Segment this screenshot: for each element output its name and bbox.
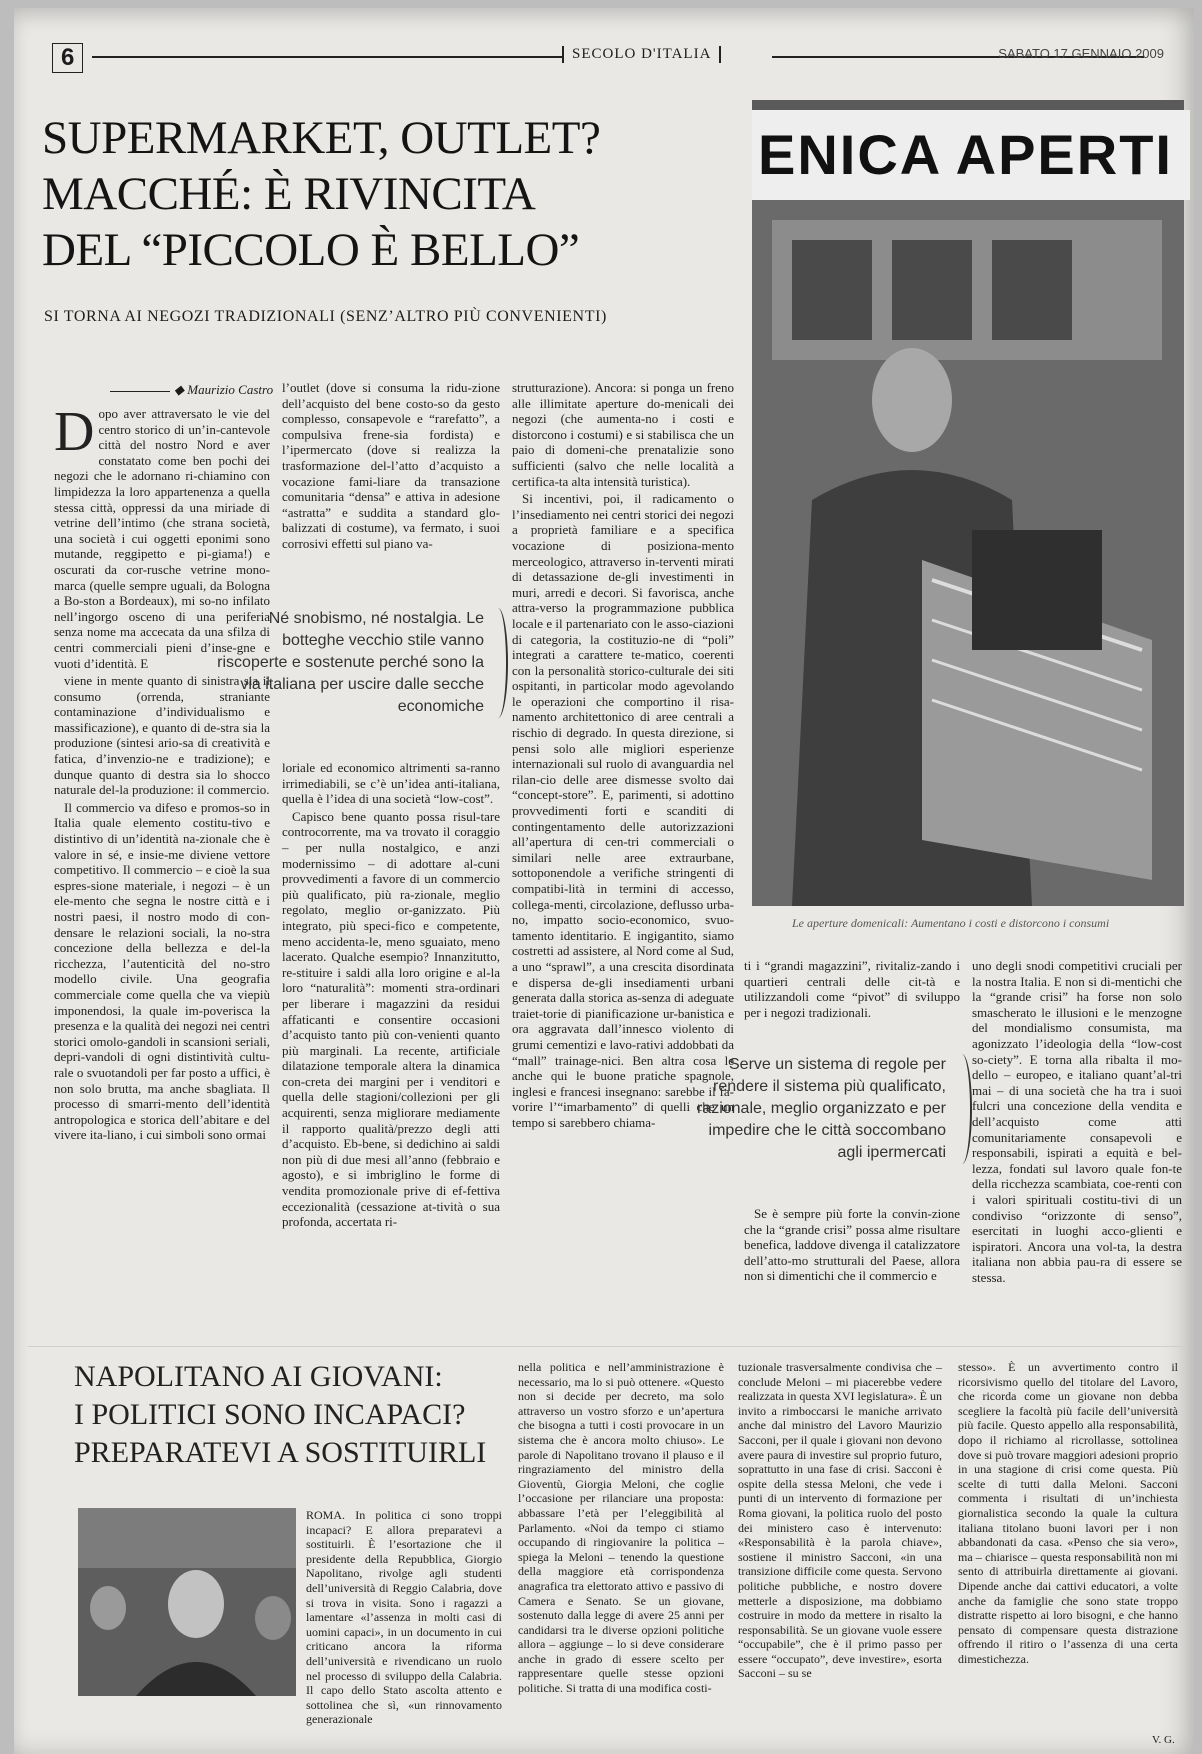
article2-column-4 (958, 1360, 1178, 1730)
col1-paragraph-1: opo aver attraversato le vie del centro storico di un’in-cantevole città del nostro Nord e aver constatato come ben pochi dei negozi che le adornano ri-chiamino con limpidezza la loro appartenenza a quella stessa città, oppressi da una miriade di vetrine dell’intimo (che strana società, una società i cui oggetti eponimi sono mutande, reggipetto e pi-giama!) e oscurati da cor-rusche vetrine mono-marca (quelle sempre uguali, da Bologna a Bo-ston a Bordeaux), mi so-no infilato nell’ingorgo osceno di una periferia senza nome ma accecata da una sfilza di centri commerciali pieni d’inse-gne e vuoti d’identità. E (54, 406, 270, 671)
article-subtitle: SI TORNA AI NEGOZI TRADIZIONALI (SENZ’ALTRO PIÙ CONVENIENTI) (44, 308, 607, 325)
pull-quote-2 (696, 1054, 946, 1164)
photo-caption: Le aperture domenicali: Aumentano i costi e distorcono i consumi (792, 916, 1110, 930)
article-column-2-top (282, 380, 500, 590)
col1-paragraph-3: Il commercio va difeso e promos-so in Italia quale elemento costitu-tivo e distintivo di un’identità na-zionale che è valore in sé, e insie-me diviene vettore competitivo. Il commercio – e cioè la sua espres-sione materiale, i negozi – è un ele-mento che segna le nostre città e i nostri paesi, il nostro modo di con-densare le relazioni sociali, la no-stra concezione della bellezza e del-la ricchezza, l’autenticità del no-stro modello civile. Una geografia commerciale come quella che va viepiù imponendosi, la quale im-poverisca la presenza e la qualità dei negozi nei centri storici omolo-gandoli in scansioni seriali, depri-vandoli di ogni distintività cultu-rale o svuotandoli per far posto a uffici, è non solo brutta, ma anche sbagliata. Il processo di smarri-mento dell’identità antropologica e storica dell’abitare e del vivere ita-liano, i cui simboli sono ormai (54, 799, 270, 1143)
napolitano-photo-illustration (78, 1508, 296, 1696)
article2-column-3 (738, 1360, 942, 1712)
article-column-2-bottom (282, 760, 500, 1302)
pull-quote-1-text: Né snobismo, né nostalgia. Le botteghe vecchio stile vanno riscoperte e sostenute perché sono la via italiana per uscire dalle secche economiche (217, 610, 484, 715)
article2-headline-line-3: PREPARATEVI A SOSTITUIRLI (74, 1436, 487, 1469)
article-byline: ◆ Maurizio Castro (110, 382, 273, 398)
pull-quote-1-bracket (488, 608, 508, 718)
col4-paragraph-2: Se è sempre più forte la convin-zione che la “grande crisi” possa alme risultare benefica, laddove divenga il catalizzatore dell’atto-mo strutturali del Paese, allora non si dimentichi che il commercio e (744, 1206, 960, 1284)
article2-col1-text: ROMA. In politica ci sono troppi incapaci? E allora preparatevi a sostituirli. È l’esortazione che il presidente della Repubblica, Giorgio Napolitano, rivolge agli studenti dell’università di Reggio Calabria, dove si trova in visita. Sono i ragazzi a lamentare «l’assenza in molti casi di uomini capaci», in un documento in cui criticano ancora la riforma dell’università e rivendicano un ruolo nel processo di sviluppo della Calabria. Il capo dello Stato ascolta attento e sottolinea che sì, «un rinnovamento generazionale (306, 1508, 502, 1727)
article2-column-1 (306, 1508, 502, 1727)
col4-paragraph-1: ti i “grandi magazzini”, rivitaliz-zando i quartieri centrali delle cit-tà e utilizzandoli come “pivot” di sviluppo per i negozi tradizionali. (744, 958, 960, 1020)
headline-line-3: DEL “PICCOLO È BELLO” (42, 224, 580, 276)
col3-paragraph-1: strutturazione). Ancora: si ponga un freno alle illimitate aperture do-menicali dei negozi (che aumenta-no i costi e distorcono i costumi) e si stabilisca che un paio di domeni-che prenatalizie sono sufficienti (salvo che nelle località a certifica-ta alta intensità turistica). (512, 380, 734, 489)
article2-headline-line-1: NAPOLITANO AI GIOVANI: (74, 1360, 443, 1393)
headline-line-1: SUPERMARKET, OUTLET? (42, 112, 601, 164)
col1-paragraph-2: viene in mente quanto di sinistra sia il consumo (orrenda, straniante contaminazione d’individualismo e massificazione), e quanto di de-stra sia la produzione (sintesi ario-sa di creatività e fatica, d’invenzio-ne e tradizione); e dunque quanto di destra sia lo shocco naturale del-la produzione: il commercio. (54, 673, 270, 798)
article2-headline-line-2: I POLITICI SONO INCAPACI? (74, 1398, 466, 1431)
col2-paragraph-1: l’outlet (dove si consuma la ridu-zione dell’acquisto del bene costo-so da gesto complesso, consapevole e “rarefatto”, a compulsiva frene-sia fordista) e l’ipermercato (dove si realizza la trasformazione del-l’atto d’acquisto a vocazione fami-liare da transazione comunitaria “densa” e attiva in adesione “astratta” e suddita a standard glo-balizzati di costume), va fermato, i suoi corrosivi effetti sul piano va- (282, 380, 500, 551)
col5-paragraph-1: uno degli snodi competitivi cruciali per la nostra Italia. E non si di-mentichi che la “grande crisi” ha forse non solo smascherato le illusioni e le menzogne del mondialismo consumista, ma agonizzato l’ideologia della “low-cost so-ciety”. E torna alla ribalta il mo-dello – europeo, e italiano quant’al-tri mai – di una società che ha tra i suoi fulcri una concezione della vendita e dell’acquisto come atti comunitariamente consapevoli e responsabili, ispirati a equità e bel-lezza, fondati sul lavoro quale fon-te della ricchezza scambiata, coe-renti con i valori spirituali costitu-tivi di un condiviso “orizzonte di senso”, esercitati in luoghi acco-glienti e ispiratori. Ancora una vol-ta, la destra italiana non abbia pau-ra di essere se stessa. (972, 958, 1182, 1285)
pull-quote-2-text: Serve un sistema di regole per rendere il sistema più qualificato, razionale, meglio organizzato e per impedire che le città soccombano agli ipermercati (696, 1056, 946, 1161)
headline-line-2: MACCHÉ: È RIVINCITA (42, 168, 536, 220)
page-number: 6 (52, 43, 83, 73)
article2-headline (74, 1358, 534, 1472)
page-header (52, 46, 1164, 72)
article-headline (42, 110, 742, 278)
article2-column-2 (518, 1360, 724, 1712)
article-divider (28, 1346, 1186, 1347)
article2-signature: V. G. (1152, 1734, 1175, 1746)
shopper-photo-illustration (752, 200, 1184, 906)
col2-paragraph-2: loriale ed economico altrimenti sa-ranno irrimediabili, se c’è un’idea anti-italiana, quella è l’idea di una società “low-cost”. (282, 760, 500, 807)
drop-cap: D (54, 401, 95, 463)
article2-col3-text: tuzionale trasversalmente condivisa che – conclude Meloni – mi piacerebbe vedere realizzata in questa XVI legislatura». È un invito a rimboccarsi le maniche arrivato anche dal ministro del Lavoro Maurizio Sacconi, per il quale i giovani non devono avere paura di investire sul proprio futuro, soprattutto in una fase di crisi. Sacconi è ospite della stessa Meloni, che vede i punti di un intervento di formazione per Roma giovani, la politica ruolo del posto dei ministero caso è intervenuto: «Responsabilità è la parola chiave», sostiene il ministro Sacconi, «in una transizione difficile come questa. Servono politiche pubbliche, e nostro dovere metterle a disposizione, ma dobbiamo costruire in modo da mettere in risalto la responsabilità. Se un giovane vuole essere “occupabile”, che è il primo passo per essere “occupato”, deve investire», esorta Sacconi – su se (738, 1360, 942, 1681)
col2-paragraph-3: Capisco bene quanto possa risul-tare controcorrente, ma va trovato il coraggio – per nulla nostalgico, e anzi modernissimo – di adottare al-cuni provvedimenti a favore di un commercio più qualificato, più ra-zionale, meglio regolato, meglio or-ganizzato. Più integrato, più speci-fico e competente, meno accidenta-le, meno sguaiato, meno lacerato. Qualche esempio? Innanzitutto, re-stituire i saldi alla loro origine e al-la loro “naturalità”: momenti stra-ordinari per liberare i magazzini da residui affaticanti e consentire occasioni d’acquisto tanto più con-venienti quanto più marginali. La recente, artificiale dilatazione temporale altera la dinamica con-creta dei margini per i venditori e quella delle stagioni/collezioni per gli acquirenti, senza migliorare mediamente il rapporto qualità/prezzo degli atti d’acquisto. Eb-bene, si dedichino ai saldi non più di due mesi all’anno (febbraio e agosto), e si imbriglino le forme di vendita promozionale prive di ef-fettiva eccezionalità (cessazione at-tività o sua profonda, accertata ri- (282, 808, 500, 1230)
photo-store-sign: ENICA APERTI (752, 110, 1190, 200)
pull-quote-1 (214, 608, 484, 718)
article2-col2-text: nella politica e nell’amministrazione è necessario, ma lo si può ottenere. «Questo non si decide per decreto, ma solo attraverso un vostro sforzo e un’apertura che bisogna a tutti i costi provocare in un sistema che è ancora molto chiuso». Le parole di Napolitano trovano il plauso e il ringraziamento del ministro della Gioventù, Giorgia Meloni, che coglie l’occasione per rilanciare una proposta: abbassare l’età per l’eleggibilità al Parlamento. «Noi da tempo ci stiamo occupando di ringiovanire la politica – spiega la Meloni – tenendo la questione della maggiore età corrispondenza anagrafica tra elettorato attivo e passivo di Camera e Senato. Se un giovane, sostenuto dalla legge di avere 25 anni per candidarsi tra le diverse opzioni politiche allora – aggiunge – lo si deve considerare anche in grado di essere scelto per rappresentare quelle stesse opzioni politiche. Si tratta di una modifica costi- (518, 1360, 724, 1696)
col3-paragraph-2: Si incentivi, poi, il radicamento o l’insediamento nei centri storici dei negozi a proprietà familiare e a specifica vocazione di posiziona-mento merceologico, attraverso in-terventi mirati di detassazione de-gli investimenti in muri, arredi e decori. Si favorisca, anche attra-verso la programmazione pubblica locale e il partenariato con le asso-ciazioni di categoria, la costituzio-ne di “poli” integrati a carattere te-matico, coerenti con la personalità storico-culturale dei siti ospitanti, in particolar modo agevolando le operazioni che comportino il risa-namento architettonico di aree centrali a rischio di degrado. In questa direzione, si pensi solo alle migliori esperienze internazionali sul ruolo di avanguardia nel rilan-cio delle aree dismesse svolto dai “concept-store”. E, parimenti, si adottino provvedimenti forti e scanditi di contingentamento delle autorizzazioni all’apertura di cen-tri commerciali o similari nelle aree extraurbane, sottoponendole a verifiche stringenti di compatibi-lità in termini di accesso, collega-menti, circolazione, deflusso urba-no, impatto socio-economico, svuo-tamento identitario. E ingigantito, siamo costretti ad assistere, al Nord come al Sud, a uno “sprawl”, a una crescita disordinata e dispersa de-gli insediamenti urbani generata dalla storica as-senza di adeguate traiet-torie di pianificazione ur-banistica e ora aggravata dall’innesco violento di grumi cementizi e lavo-rativi addobbati da “mall” trainage-nici. Ben altra cosa le anche qui le buone pratiche spagnole, inglesi e francesi insegnano: sarebbe il fa-vorire l’“imarbamento” di quelli che un tempo si sarebbero chiama- (512, 491, 735, 1130)
newspaper-page (14, 8, 1194, 1754)
issue-date: SABATO 17 GENNAIO 2009 (998, 46, 1164, 61)
article-column-1 (54, 401, 270, 1302)
article-column-4-bottom (744, 1206, 960, 1302)
article2-photo-napolitano (78, 1508, 296, 1696)
pull-quote-2-bracket (952, 1054, 972, 1164)
masthead: SECOLO D'ITALIA (562, 46, 721, 63)
article-photo-shopper (752, 100, 1184, 906)
header-rule-left (92, 56, 562, 58)
article-column-5 (972, 958, 1182, 1302)
article2-col4-text: stesso». È un avvertimento contro il ricorsivismo quello del titolare del Lavoro, che ricorda come un giovane non debba scegliere la facoltà più facile dell’università più facile. Questo appello alla responsabilità, dopo il richiamo al ricrollasse, sottolinea dove si può trovare maggiori adesioni proprio in una stagione di crisi come questa. Più scelte di tutti dalla Meloni. Sacconi commenta i risultati di un’inchiesta giornalistica secondo la quale la cultura italiana titolano buoni lavori per i non abbandonati da casa. «Penso che sia vero», ma – chiarisce – questa responsabilità non mi sento di attribuirla direttamente ai giovani. Dipende anche dai cattivi educatori, a volte anche da famiglie che sono state troppo distratte rispetto ai loro bisogni, e che hanno pensato di compensare questa distrazione offrendo il ritiro o l’assenza di una certa dimestichezza. (958, 1360, 1178, 1666)
article-column-4-top (744, 958, 960, 1028)
